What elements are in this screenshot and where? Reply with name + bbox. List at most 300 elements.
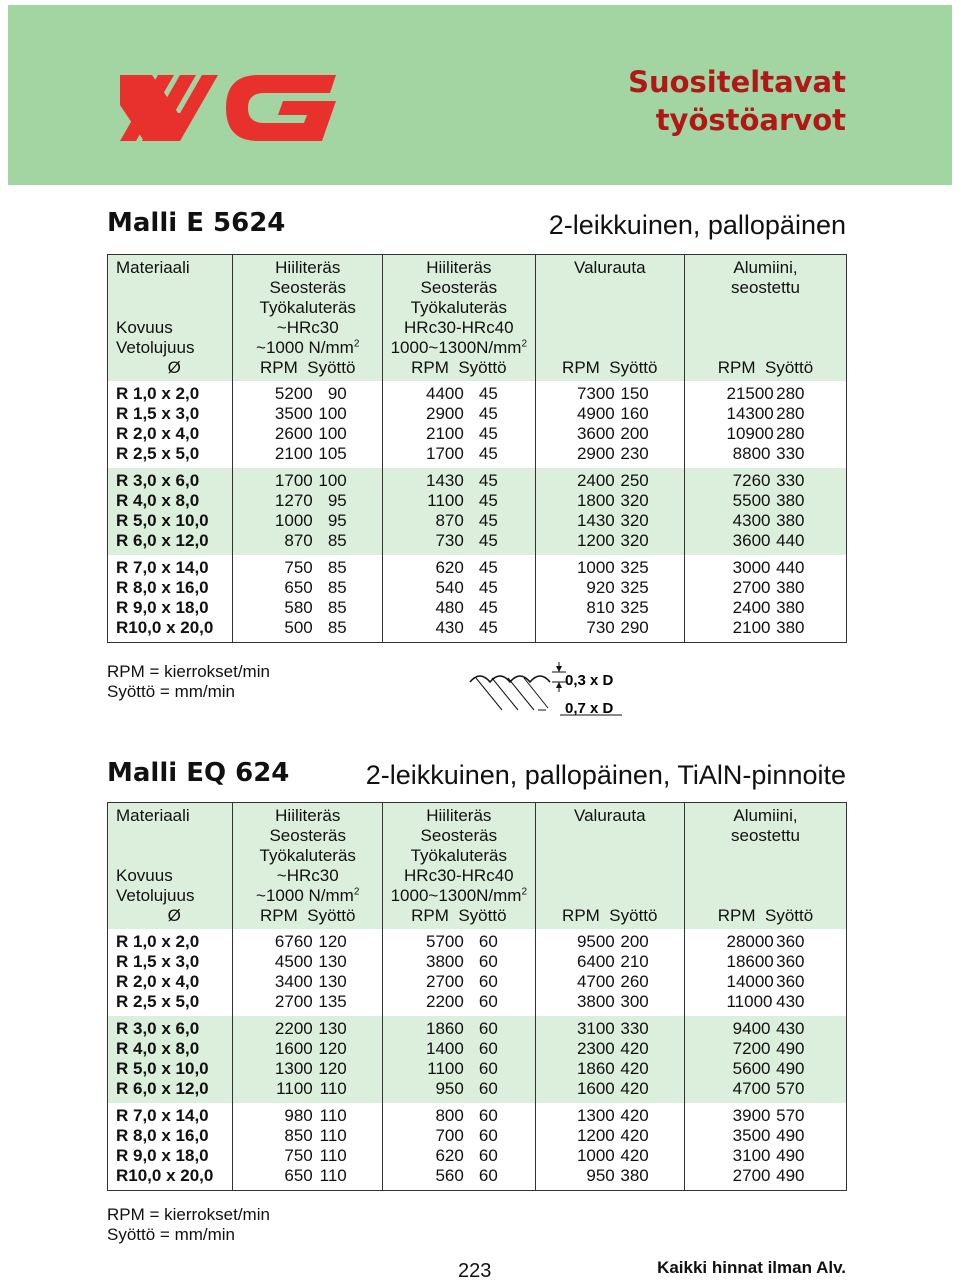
rpm-syotto-header: [233, 358, 382, 378]
rpm-syotto-values-rpm: 1200: [576, 1126, 615, 1145]
radius-label: R 7,0 x 14,0: [116, 558, 209, 577]
material-name: Valurauta: [574, 258, 646, 277]
rpm-syotto-values: [233, 932, 382, 952]
rpm-syotto-values-rpm: 1600: [274, 1039, 313, 1058]
rpm-syotto-values-rpm: 430: [435, 618, 464, 637]
rpm-label: RPM: [411, 358, 449, 377]
rpm-syotto-values-syotto: 330: [776, 471, 805, 490]
syotto-label: Syöttö: [765, 906, 814, 925]
rpm-syotto-values-syotto: 95: [327, 491, 347, 510]
spacer: [108, 826, 232, 846]
rpm-syotto-values-syotto: 110: [319, 1106, 347, 1125]
data-group: [108, 1016, 847, 1103]
rpm-syotto-values-rpm: 810: [586, 598, 615, 617]
rpm-syotto-values-syotto: 200: [620, 424, 649, 443]
rpm-syotto-values-syotto: 100: [318, 424, 347, 443]
rpm-syotto-values-rpm: 7300: [576, 384, 615, 403]
strength-value-text: 1000~1300N/mm: [390, 338, 522, 357]
title-line-2: työstöarvot: [655, 103, 846, 137]
rpm-syotto-values-rpm: 6400: [576, 952, 615, 971]
model-subtitle: 2-leikkuinen, pallopäinen, TiAlN-pinnoite: [365, 760, 846, 790]
rpm-syotto-values: [685, 1039, 846, 1059]
rpm-syotto-values-rpm: 2900: [425, 404, 464, 423]
radius-label: R 3,0 x 6,0: [116, 1019, 200, 1038]
data-group: [108, 381, 847, 468]
rpm-syotto-values-rpm: 560: [435, 1166, 464, 1185]
rpm-syotto-values: [383, 1059, 535, 1079]
rpm-syotto-values: [383, 952, 535, 972]
rpm-syotto-values-syotto: 120: [318, 1059, 347, 1078]
rpm-syotto-values: [233, 491, 382, 511]
material-name: seostettu: [730, 278, 800, 297]
rpm-syotto-values: [233, 1106, 382, 1126]
rpm-syotto-header: [383, 906, 535, 926]
rpm-syotto-values-rpm: 3500: [274, 404, 313, 423]
data-cell-2: [383, 381, 536, 468]
units-note: [107, 1205, 270, 1245]
page-number: 223: [458, 1260, 492, 1282]
rpm-syotto-values-syotto: 200: [620, 932, 649, 951]
rpm-syotto-values: [685, 471, 846, 491]
rpm-syotto-values: [536, 932, 684, 952]
rpm-syotto-values: [383, 1126, 535, 1146]
rpm-syotto-values: [536, 1106, 684, 1126]
rpm-syotto-values-syotto: 230: [620, 444, 649, 463]
radius-label: R 3,0 x 6,0: [116, 471, 200, 490]
rpm-syotto-values: [536, 1019, 684, 1039]
material-name: Seosteräs: [420, 278, 498, 297]
syotto-label: Syöttö: [609, 906, 658, 925]
data-cell-1: [233, 1016, 383, 1103]
rpm-syotto-values-syotto: 85: [327, 531, 347, 550]
rpm-syotto-values-rpm: 1200: [576, 531, 615, 550]
rpm-syotto-values-syotto: 150: [620, 384, 649, 403]
data-cell-4: [684, 468, 846, 555]
data-cell-2: [383, 468, 536, 555]
rpm-syotto-values: [685, 972, 846, 992]
rpm-syotto-values: [383, 618, 535, 638]
rpm-syotto-values: [685, 578, 846, 598]
rpm-syotto-values-rpm: 3100: [576, 1019, 615, 1038]
spacer: [536, 298, 684, 318]
rpm-syotto-values-syotto: 120: [318, 932, 347, 951]
rpm-syotto-values: [383, 531, 535, 551]
spacer: [536, 318, 684, 338]
radius-label: R 2,0 x 4,0: [116, 424, 200, 443]
material-name: seostettu: [730, 826, 800, 845]
material-name: Seosteräs: [269, 278, 346, 297]
rpm-syotto-values-syotto: 380: [776, 598, 805, 617]
rpm-syotto-values: [233, 1019, 382, 1039]
rpm-syotto-values-rpm: 700: [435, 1126, 464, 1145]
rpm-syotto-values: [233, 1039, 382, 1059]
rpm-syotto-values-syotto: 45: [478, 558, 498, 577]
rpm-syotto-values: [685, 491, 846, 511]
rpm-syotto-values: [233, 598, 382, 618]
spacer: [108, 846, 232, 866]
rpm-syotto-values: [233, 992, 382, 1012]
superscript: 2: [353, 886, 360, 898]
rpm-syotto-values: [536, 531, 684, 551]
rpm-syotto-values-syotto: 45: [478, 531, 498, 550]
rpm-syotto-values-syotto: 325: [620, 578, 649, 597]
hardness-value: HRc30-HRc40: [404, 866, 514, 885]
rpm-syotto-values-rpm: 2700: [274, 992, 313, 1011]
rpm-syotto-values-rpm: 21500: [726, 384, 774, 403]
header-row: [108, 255, 847, 382]
rpm-syotto-values-syotto: 45: [478, 511, 498, 530]
rpm-syotto-values: [536, 992, 684, 1012]
rpm-syotto-values-rpm: 8800: [732, 444, 771, 463]
material-name: Alumiini,: [733, 258, 798, 277]
rpm-syotto-values-rpm: 1100: [427, 1059, 464, 1078]
data-cell-3: [535, 929, 684, 1016]
rpm-syotto-values: [685, 531, 846, 551]
spacer: [536, 338, 684, 358]
diameter-label: Ø: [167, 906, 181, 925]
rpm-syotto-values-syotto: 85: [327, 558, 347, 577]
rpm-syotto-values-syotto: 430: [776, 992, 805, 1011]
material-name: Hiiliteräs: [426, 806, 492, 825]
rpm-syotto-values: [536, 1059, 684, 1079]
radius-label: R 6,0 x 12,0: [116, 1079, 209, 1098]
rpm-syotto-values-syotto: 45: [478, 384, 498, 403]
rpm-syotto-values-syotto: 60: [478, 1166, 498, 1185]
rpm-syotto-values-rpm: 1600: [576, 1079, 615, 1098]
rpm-syotto-values-rpm: 580: [284, 598, 313, 617]
header-title: [628, 63, 846, 139]
rpm-label: RPM: [260, 906, 298, 925]
rpm-syotto-values-syotto: 60: [478, 992, 498, 1011]
rpm-syotto-values-syotto: 570: [776, 1106, 805, 1125]
rpm-syotto-values-syotto: 130: [318, 952, 347, 971]
footer-note: Kaikki hinnat ilman Alv.: [657, 1258, 846, 1277]
rpm-syotto-values-syotto: 110: [319, 1146, 347, 1165]
rpm-label: RPM: [562, 358, 600, 377]
rpm-syotto-values-syotto: 60: [478, 1079, 498, 1098]
rpm-syotto-values-syotto: 45: [478, 491, 498, 510]
rpm-syotto-values-rpm: 14000: [726, 972, 774, 991]
header-cell-3: [535, 255, 684, 382]
rpm-syotto-values-syotto: 380: [776, 511, 805, 530]
radius-label: R 2,5 x 5,0: [116, 992, 200, 1011]
rpm-syotto-values-rpm: 6760: [274, 932, 313, 951]
rpm-syotto-values-syotto: 420: [620, 1146, 649, 1165]
rpm-syotto-values: [383, 1019, 535, 1039]
rpm-syotto-values: [536, 404, 684, 424]
rpm-syotto-values-rpm: 2200: [425, 992, 464, 1011]
rpm-syotto-values: [233, 1079, 382, 1099]
rpm-syotto-values-rpm: 1000: [576, 558, 615, 577]
rpm-syotto-values-syotto: 420: [620, 1106, 649, 1125]
hardness-value: HRc30-HRc40: [404, 318, 514, 337]
rpm-syotto-values: [233, 444, 382, 464]
materiaali-label: Materiaali: [116, 258, 190, 277]
spacer: [685, 338, 846, 358]
rpm-syotto-values-rpm: 1100: [276, 1079, 313, 1098]
rpm-syotto-values-rpm: 1300: [576, 1106, 615, 1125]
rpm-syotto-values-syotto: 380: [776, 491, 805, 510]
material-name: Työkaluteräs: [410, 846, 507, 865]
vetolujuus-label: Vetolujuus: [116, 886, 195, 905]
rpm-syotto-values-rpm: 3800: [576, 992, 615, 1011]
rpm-syotto-values-rpm: 4500: [274, 952, 313, 971]
rpm-syotto-values-syotto: 320: [620, 531, 649, 550]
rpm-syotto-values-syotto: 130: [318, 972, 347, 991]
rpm-syotto-values-syotto: 570: [776, 1079, 805, 1098]
rpm-syotto-values: [233, 1059, 382, 1079]
rpm-syotto-values: [233, 424, 382, 444]
data-cell-3: [535, 1016, 684, 1103]
data-cell-2: [383, 1103, 536, 1191]
rpm-syotto-values: [383, 384, 535, 404]
rpm-syotto-values: [685, 404, 846, 424]
rpm-syotto-values: [233, 578, 382, 598]
hardness-value: ~HRc30: [276, 866, 339, 885]
material-name: Hiiliteräs: [275, 806, 341, 825]
rpm-syotto-values-syotto: 490: [776, 1166, 805, 1185]
rpm-note: RPM = kierrokset/min: [107, 1205, 270, 1224]
rpm-syotto-values: [383, 972, 535, 992]
rpm-syotto-values-rpm: 3600: [732, 531, 771, 550]
rpm-syotto-values-rpm: 730: [435, 531, 464, 550]
rpm-syotto-values: [233, 1126, 382, 1146]
rpm-syotto-values-rpm: 1270: [274, 491, 313, 510]
kovuus-label: Kovuus: [116, 866, 173, 885]
rpm-label: RPM: [260, 358, 298, 377]
material-name: Työkaluteräs: [259, 298, 356, 317]
superscript: 2: [353, 338, 360, 350]
radius-label: R 5,0 x 10,0: [116, 1059, 209, 1078]
rpm-syotto-values: [536, 491, 684, 511]
superscript: 2: [521, 338, 528, 350]
rpm-syotto-values: [685, 1059, 846, 1079]
syotto-label: Syöttö: [307, 906, 356, 925]
rpm-syotto-values-rpm: 650: [284, 578, 313, 597]
material-name: Alumiini,: [733, 806, 798, 825]
rpm-syotto-values-syotto: 440: [776, 558, 805, 577]
rpm-syotto-values-rpm: 2700: [425, 972, 464, 991]
rpm-syotto-values-rpm: 4700: [732, 1079, 771, 1098]
material-name: Työkaluteräs: [410, 298, 507, 317]
data-cell-0: [108, 1103, 233, 1191]
rpm-syotto-values: [233, 471, 382, 491]
rpm-syotto-values-rpm: 620: [435, 558, 464, 577]
rpm-syotto-values: [383, 1039, 535, 1059]
data-cell-4: [684, 1103, 846, 1191]
spacer: [536, 886, 684, 906]
rpm-syotto-values-rpm: 4300: [732, 511, 771, 530]
spacer: [685, 886, 846, 906]
rpm-syotto-values-rpm: 9400: [732, 1019, 771, 1038]
rpm-syotto-values: [536, 618, 684, 638]
rpm-syotto-values-rpm: 3900: [732, 1106, 771, 1125]
rpm-syotto-values-syotto: 210: [620, 952, 649, 971]
rpm-syotto-values-syotto: 60: [478, 1126, 498, 1145]
rpm-syotto-values: [233, 972, 382, 992]
rpm-syotto-values-rpm: 18600: [726, 952, 774, 971]
data-cell-3: [535, 555, 684, 643]
units-note: [107, 662, 270, 702]
syotto-label: Syöttö: [765, 358, 814, 377]
syotto-label: Syöttö: [458, 906, 507, 925]
rpm-syotto-values-syotto: 440: [776, 531, 805, 550]
rpm-syotto-values-rpm: 540: [435, 578, 464, 597]
header-cell-1: [233, 803, 383, 930]
data-cell-2: [383, 1016, 536, 1103]
rpm-syotto-values: [685, 1019, 846, 1039]
rpm-syotto-values: [685, 1126, 846, 1146]
rpm-syotto-values-syotto: 60: [478, 1106, 498, 1125]
rpm-syotto-values: [685, 1166, 846, 1186]
rpm-syotto-values-syotto: 380: [620, 1166, 649, 1185]
spacer: [685, 846, 846, 866]
rpm-syotto-values-syotto: 280: [776, 384, 805, 403]
data-cell-0: [108, 555, 233, 643]
rpm-syotto-values-rpm: 3000: [732, 558, 771, 577]
rpm-syotto-values: [685, 1146, 846, 1166]
rpm-syotto-values-rpm: 7260: [732, 471, 771, 490]
spacer: [685, 866, 846, 886]
rpm-syotto-header: [536, 358, 684, 378]
title-line-1: Suositeltavat: [628, 65, 846, 99]
data-cell-0: [108, 929, 233, 1016]
data-cell-1: [233, 1103, 383, 1191]
rpm-syotto-values: [383, 992, 535, 1012]
rpm-syotto-values: [685, 444, 846, 464]
rpm-syotto-values-rpm: 9500: [576, 932, 615, 951]
rpm-syotto-values: [383, 1106, 535, 1126]
rpm-syotto-values-rpm: 5200: [274, 384, 313, 403]
radius-label: R 6,0 x 12,0: [116, 531, 209, 550]
rpm-syotto-values: [685, 558, 846, 578]
rpm-syotto-values-syotto: 90: [327, 384, 347, 403]
header-cell-4: [684, 255, 846, 382]
rpm-syotto-values-syotto: 60: [478, 1059, 498, 1078]
rpm-syotto-values-syotto: 120: [318, 1039, 347, 1058]
rpm-syotto-values: [536, 578, 684, 598]
rpm-syotto-values-syotto: 45: [478, 424, 498, 443]
rpm-syotto-values-syotto: 60: [478, 1019, 498, 1038]
data-cell-3: [535, 1103, 684, 1191]
data-group: [108, 555, 847, 643]
rpm-syotto-values-syotto: 110: [319, 1126, 347, 1145]
spacer: [108, 298, 232, 318]
rpm-syotto-values-rpm: 750: [284, 1146, 313, 1165]
rpm-syotto-values-syotto: 490: [776, 1146, 805, 1165]
spacer: [685, 318, 846, 338]
rpm-syotto-values-rpm: 950: [586, 1166, 615, 1185]
rpm-syotto-values: [383, 1079, 535, 1099]
rpm-syotto-values-rpm: 1000: [576, 1146, 615, 1165]
rpm-syotto-values-rpm: 4900: [576, 404, 615, 423]
strength-value: [383, 886, 535, 906]
radius-label: R10,0 x 20,0: [116, 1166, 214, 1185]
rpm-syotto-header: [383, 358, 535, 378]
rpm-syotto-values-rpm: 5700: [425, 932, 464, 951]
rpm-syotto-values-rpm: 1860: [425, 1019, 464, 1038]
rpm-syotto-values: [685, 932, 846, 952]
rpm-syotto-values-syotto: 360: [776, 952, 805, 971]
rpm-syotto-values: [685, 618, 846, 638]
rpm-syotto-values: [383, 598, 535, 618]
radius-label: R 7,0 x 14,0: [116, 1106, 209, 1125]
rpm-syotto-values-rpm: 620: [435, 1146, 464, 1165]
rpm-syotto-values: [233, 511, 382, 531]
rpm-syotto-values: [233, 404, 382, 424]
model-subtitle: 2-leikkuinen, pallopäinen: [548, 210, 846, 240]
rpm-syotto-values: [685, 1079, 846, 1099]
rpm-syotto-values-syotto: 320: [620, 511, 649, 530]
rpm-syotto-values: [383, 1166, 535, 1186]
vetolujuus-label: Vetolujuus: [116, 338, 195, 357]
rpm-syotto-values: [536, 1166, 684, 1186]
rpm-syotto-values-rpm: 870: [435, 511, 464, 530]
rpm-syotto-values-syotto: 110: [319, 1079, 347, 1098]
data-cell-0: [108, 468, 233, 555]
rpm-syotto-values: [383, 491, 535, 511]
rpm-syotto-values-rpm: 2400: [576, 471, 615, 490]
material-name: Hiiliteräs: [426, 258, 492, 277]
rpm-syotto-values: [536, 1079, 684, 1099]
data-group: [108, 1103, 847, 1191]
model-title: Malli EQ 624: [107, 758, 290, 788]
material-name: Valurauta: [574, 806, 646, 825]
syotto-label: Syöttö: [458, 358, 507, 377]
data-cell-4: [684, 929, 846, 1016]
materiaali-label: Materiaali: [116, 806, 190, 825]
data-group: [108, 929, 847, 1016]
rpm-syotto-values-syotto: 360: [776, 972, 805, 991]
rpm-syotto-values-rpm: 920: [586, 578, 615, 597]
rpm-syotto-values-rpm: 2200: [274, 1019, 313, 1038]
rpm-syotto-values-syotto: 420: [620, 1079, 649, 1098]
rpm-syotto-values-syotto: 360: [776, 932, 805, 951]
rpm-syotto-values: [536, 471, 684, 491]
rpm-syotto-values-syotto: 290: [620, 618, 649, 637]
rpm-syotto-header: [685, 906, 846, 926]
data-cell-4: [684, 1016, 846, 1103]
rpm-syotto-values-syotto: 330: [620, 1019, 649, 1038]
rpm-syotto-values: [383, 511, 535, 531]
spacer: [685, 298, 846, 318]
rpm-syotto-values: [536, 1039, 684, 1059]
radius-label: R 1,5 x 3,0: [116, 952, 200, 971]
rpm-syotto-values-rpm: 1430: [425, 471, 464, 490]
radius-label: R 2,0 x 4,0: [116, 972, 200, 991]
rpm-syotto-values-rpm: 2300: [576, 1039, 615, 1058]
spacer: [536, 866, 684, 886]
data-group: [108, 468, 847, 555]
rpm-syotto-values-syotto: 160: [620, 404, 649, 423]
rpm-syotto-values-syotto: 45: [478, 444, 498, 463]
rpm-syotto-values-rpm: 1700: [274, 471, 313, 490]
material-name: Työkaluteräs: [259, 846, 356, 865]
rpm-syotto-values: [685, 384, 846, 404]
rpm-syotto-values: [685, 1106, 846, 1126]
rpm-syotto-values-rpm: 950: [435, 1079, 464, 1098]
rpm-syotto-values-syotto: 420: [620, 1126, 649, 1145]
rpm-syotto-values-syotto: 420: [620, 1039, 649, 1058]
rpm-syotto-values-rpm: 2100: [274, 444, 313, 463]
rpm-syotto-values: [685, 511, 846, 531]
rpm-syotto-values-rpm: 2100: [425, 424, 464, 443]
rpm-syotto-values: [233, 1146, 382, 1166]
rpm-syotto-values-syotto: 490: [776, 1126, 805, 1145]
rpm-syotto-values: [536, 558, 684, 578]
data-cell-1: [233, 555, 383, 643]
syotto-note: Syöttö = mm/min: [107, 682, 236, 701]
